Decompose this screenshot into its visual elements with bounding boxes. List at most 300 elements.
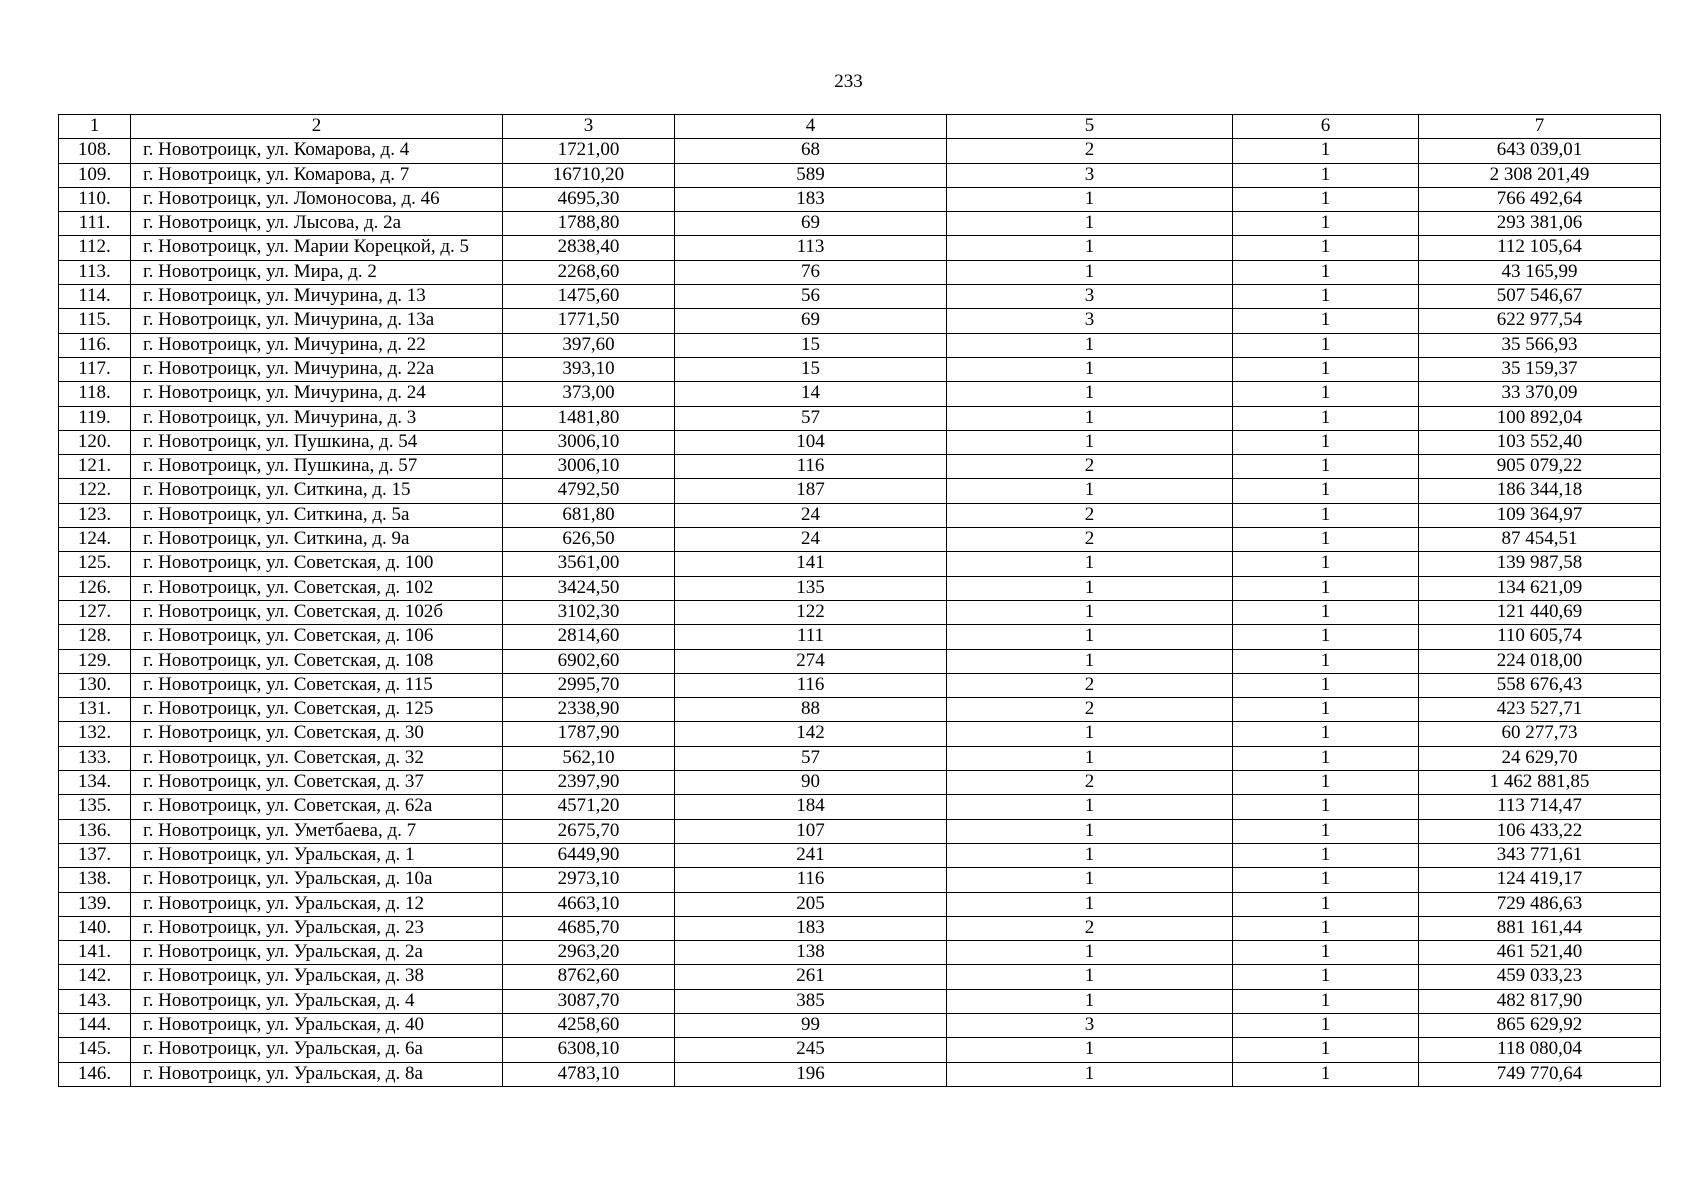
cell-row-number: 112. xyxy=(59,236,131,260)
cell-row-number: 127. xyxy=(59,600,131,624)
header-cell: 4 xyxy=(675,115,947,139)
table-row xyxy=(59,212,1661,236)
cell-area: 373,00 xyxy=(503,382,675,406)
cell-residents: 99 xyxy=(675,1013,947,1037)
cell-row-number: 111. xyxy=(59,212,131,236)
cell-count-6: 1 xyxy=(1233,989,1419,1013)
cell-count-5: 3 xyxy=(947,285,1233,309)
cell-address: г. Новотроицк, ул. Советская, д. 102б xyxy=(131,600,503,624)
cell-address: г. Новотроицк, ул. Уральская, д. 38 xyxy=(131,965,503,989)
cell-count-6: 1 xyxy=(1233,528,1419,552)
table-row xyxy=(59,1038,1661,1062)
cell-residents: 24 xyxy=(675,503,947,527)
cell-area: 3006,10 xyxy=(503,430,675,454)
table-row xyxy=(59,843,1661,867)
cell-row-number: 136. xyxy=(59,819,131,843)
cell-count-5: 2 xyxy=(947,673,1233,697)
cell-residents: 116 xyxy=(675,455,947,479)
cell-address: г. Новотроицк, ул. Советская, д. 115 xyxy=(131,673,503,697)
cell-amount: 459 033,23 xyxy=(1419,965,1661,989)
cell-amount: 118 080,04 xyxy=(1419,1038,1661,1062)
cell-address: г. Новотроицк, ул. Уральская, д. 1 xyxy=(131,843,503,867)
cell-count-5: 3 xyxy=(947,309,1233,333)
cell-row-number: 130. xyxy=(59,673,131,697)
cell-count-5: 1 xyxy=(947,965,1233,989)
cell-row-number: 141. xyxy=(59,941,131,965)
cell-residents: 274 xyxy=(675,649,947,673)
table-row xyxy=(59,819,1661,843)
table-row xyxy=(59,989,1661,1013)
cell-amount: 106 433,22 xyxy=(1419,819,1661,843)
cell-count-5: 1 xyxy=(947,625,1233,649)
cell-count-6: 1 xyxy=(1233,236,1419,260)
cell-count-6: 1 xyxy=(1233,722,1419,746)
cell-area: 393,10 xyxy=(503,357,675,381)
cell-area: 4695,30 xyxy=(503,187,675,211)
cell-count-5: 1 xyxy=(947,819,1233,843)
cell-row-number: 145. xyxy=(59,1038,131,1062)
cell-count-5: 1 xyxy=(947,357,1233,381)
cell-row-number: 110. xyxy=(59,187,131,211)
table-row xyxy=(59,430,1661,454)
cell-address: г. Новотроицк, ул. Советская, д. 125 xyxy=(131,698,503,722)
cell-row-number: 128. xyxy=(59,625,131,649)
cell-amount: 109 364,97 xyxy=(1419,503,1661,527)
cell-count-6: 1 xyxy=(1233,357,1419,381)
cell-count-5: 3 xyxy=(947,1013,1233,1037)
table-row xyxy=(59,187,1661,211)
cell-residents: 116 xyxy=(675,673,947,697)
cell-address: г. Новотроицк, ул. Ломоносова, д. 46 xyxy=(131,187,503,211)
cell-row-number: 121. xyxy=(59,455,131,479)
cell-area: 4663,10 xyxy=(503,892,675,916)
cell-area: 6902,60 xyxy=(503,649,675,673)
cell-area: 4258,60 xyxy=(503,1013,675,1037)
cell-amount: 881 161,44 xyxy=(1419,916,1661,940)
cell-amount: 110 605,74 xyxy=(1419,625,1661,649)
cell-residents: 68 xyxy=(675,139,947,163)
cell-address: г. Новотроицк, ул. Мичурина, д. 22 xyxy=(131,333,503,357)
table-row xyxy=(59,1013,1661,1037)
table-row xyxy=(59,406,1661,430)
table-row xyxy=(59,357,1661,381)
cell-residents: 135 xyxy=(675,576,947,600)
cell-count-5: 2 xyxy=(947,528,1233,552)
cell-row-number: 108. xyxy=(59,139,131,163)
cell-area: 1721,00 xyxy=(503,139,675,163)
cell-area: 1481,80 xyxy=(503,406,675,430)
cell-area: 626,50 xyxy=(503,528,675,552)
cell-count-6: 1 xyxy=(1233,600,1419,624)
cell-residents: 14 xyxy=(675,382,947,406)
cell-amount: 24 629,70 xyxy=(1419,746,1661,770)
cell-amount: 112 105,64 xyxy=(1419,236,1661,260)
cell-row-number: 116. xyxy=(59,333,131,357)
header-cell: 6 xyxy=(1233,115,1419,139)
cell-amount: 643 039,01 xyxy=(1419,139,1661,163)
cell-amount: 139 987,58 xyxy=(1419,552,1661,576)
cell-count-5: 1 xyxy=(947,552,1233,576)
cell-amount: 865 629,92 xyxy=(1419,1013,1661,1037)
cell-address: г. Новотроицк, ул. Уральская, д. 4 xyxy=(131,989,503,1013)
cell-row-number: 132. xyxy=(59,722,131,746)
cell-amount: 43 165,99 xyxy=(1419,260,1661,284)
cell-address: г. Новотроицк, ул. Комарова, д. 7 xyxy=(131,163,503,187)
cell-address: г. Новотроицк, ул. Советская, д. 32 xyxy=(131,746,503,770)
table-row xyxy=(59,309,1661,333)
cell-address: г. Новотроицк, ул. Мира, д. 2 xyxy=(131,260,503,284)
cell-amount: 113 714,47 xyxy=(1419,795,1661,819)
cell-count-6: 1 xyxy=(1233,916,1419,940)
cell-count-6: 1 xyxy=(1233,625,1419,649)
cell-residents: 15 xyxy=(675,333,947,357)
header-cell: 2 xyxy=(131,115,503,139)
cell-residents: 15 xyxy=(675,357,947,381)
table-row xyxy=(59,892,1661,916)
table-row xyxy=(59,673,1661,697)
cell-amount: 749 770,64 xyxy=(1419,1062,1661,1086)
cell-address: г. Новотроицк, ул. Уральская, д. 23 xyxy=(131,916,503,940)
cell-residents: 141 xyxy=(675,552,947,576)
cell-count-5: 1 xyxy=(947,430,1233,454)
cell-amount: 186 344,18 xyxy=(1419,479,1661,503)
cell-row-number: 133. xyxy=(59,746,131,770)
cell-address: г. Новотроицк, ул. Уральская, д. 40 xyxy=(131,1013,503,1037)
cell-residents: 56 xyxy=(675,285,947,309)
cell-count-5: 1 xyxy=(947,649,1233,673)
cell-residents: 57 xyxy=(675,746,947,770)
cell-amount: 124 419,17 xyxy=(1419,868,1661,892)
cell-amount: 729 486,63 xyxy=(1419,892,1661,916)
cell-count-5: 1 xyxy=(947,333,1233,357)
table-row xyxy=(59,576,1661,600)
table-row xyxy=(59,698,1661,722)
cell-residents: 57 xyxy=(675,406,947,430)
cell-count-6: 1 xyxy=(1233,892,1419,916)
cell-area: 2995,70 xyxy=(503,673,675,697)
cell-count-5: 1 xyxy=(947,479,1233,503)
table-row xyxy=(59,479,1661,503)
table-row xyxy=(59,285,1661,309)
cell-count-6: 1 xyxy=(1233,552,1419,576)
cell-count-5: 1 xyxy=(947,406,1233,430)
cell-count-5: 1 xyxy=(947,843,1233,867)
cell-address: г. Новотроицк, ул. Советская, д. 62а xyxy=(131,795,503,819)
cell-residents: 122 xyxy=(675,600,947,624)
cell-address: г. Новотроицк, ул. Пушкина, д. 54 xyxy=(131,430,503,454)
cell-area: 1787,90 xyxy=(503,722,675,746)
cell-amount: 35 566,93 xyxy=(1419,333,1661,357)
cell-amount: 121 440,69 xyxy=(1419,600,1661,624)
cell-area: 2338,90 xyxy=(503,698,675,722)
table-row xyxy=(59,260,1661,284)
cell-amount: 766 492,64 xyxy=(1419,187,1661,211)
cell-residents: 69 xyxy=(675,309,947,333)
cell-area: 4571,20 xyxy=(503,795,675,819)
cell-count-5: 1 xyxy=(947,212,1233,236)
cell-address: г. Новотроицк, ул. Советская, д. 37 xyxy=(131,771,503,795)
cell-row-number: 119. xyxy=(59,406,131,430)
cell-amount: 905 079,22 xyxy=(1419,455,1661,479)
cell-residents: 111 xyxy=(675,625,947,649)
header-row xyxy=(59,115,1661,139)
cell-row-number: 129. xyxy=(59,649,131,673)
table-body xyxy=(59,139,1661,1087)
cell-count-6: 1 xyxy=(1233,698,1419,722)
cell-area: 2268,60 xyxy=(503,260,675,284)
table-row xyxy=(59,625,1661,649)
cell-count-5: 1 xyxy=(947,722,1233,746)
cell-row-number: 131. xyxy=(59,698,131,722)
cell-address: г. Новотроицк, ул. Мичурина, д. 13а xyxy=(131,309,503,333)
cell-count-6: 1 xyxy=(1233,868,1419,892)
cell-row-number: 123. xyxy=(59,503,131,527)
cell-row-number: 142. xyxy=(59,965,131,989)
cell-count-5: 1 xyxy=(947,600,1233,624)
header-cell: 5 xyxy=(947,115,1233,139)
cell-amount: 224 018,00 xyxy=(1419,649,1661,673)
cell-area: 3006,10 xyxy=(503,455,675,479)
cell-count-6: 1 xyxy=(1233,285,1419,309)
table-row xyxy=(59,1062,1661,1086)
cell-row-number: 137. xyxy=(59,843,131,867)
table-row xyxy=(59,528,1661,552)
cell-area: 2963,20 xyxy=(503,941,675,965)
cell-address: г. Новотроицк, ул. Марии Корецкой, д. 5 xyxy=(131,236,503,260)
cell-address: г. Новотроицк, ул. Уральская, д. 6а xyxy=(131,1038,503,1062)
cell-row-number: 120. xyxy=(59,430,131,454)
cell-count-6: 1 xyxy=(1233,333,1419,357)
table-row xyxy=(59,600,1661,624)
cell-amount: 134 621,09 xyxy=(1419,576,1661,600)
cell-residents: 205 xyxy=(675,892,947,916)
cell-address: г. Новотроицк, ул. Ситкина, д. 5а xyxy=(131,503,503,527)
cell-count-5: 1 xyxy=(947,941,1233,965)
cell-area: 397,60 xyxy=(503,333,675,357)
cell-address: г. Новотроицк, ул. Мичурина, д. 3 xyxy=(131,406,503,430)
table-row xyxy=(59,139,1661,163)
cell-area: 3087,70 xyxy=(503,989,675,1013)
cell-count-5: 2 xyxy=(947,139,1233,163)
cell-residents: 76 xyxy=(675,260,947,284)
cell-count-6: 1 xyxy=(1233,187,1419,211)
cell-area: 2397,90 xyxy=(503,771,675,795)
cell-count-6: 1 xyxy=(1233,576,1419,600)
cell-row-number: 146. xyxy=(59,1062,131,1086)
cell-amount: 293 381,06 xyxy=(1419,212,1661,236)
cell-count-5: 1 xyxy=(947,1062,1233,1086)
cell-address: г. Новотроицк, ул. Советская, д. 30 xyxy=(131,722,503,746)
cell-residents: 113 xyxy=(675,236,947,260)
cell-address: г. Новотроицк, ул. Советская, д. 102 xyxy=(131,576,503,600)
cell-amount: 1 462 881,85 xyxy=(1419,771,1661,795)
cell-count-5: 2 xyxy=(947,771,1233,795)
cell-residents: 183 xyxy=(675,916,947,940)
page-number: 233 xyxy=(834,71,863,92)
table-row xyxy=(59,333,1661,357)
cell-count-6: 1 xyxy=(1233,163,1419,187)
cell-address: г. Новотроицк, ул. Уральская, д. 12 xyxy=(131,892,503,916)
cell-count-5: 3 xyxy=(947,163,1233,187)
cell-count-5: 1 xyxy=(947,382,1233,406)
cell-row-number: 115. xyxy=(59,309,131,333)
cell-residents: 261 xyxy=(675,965,947,989)
cell-amount: 343 771,61 xyxy=(1419,843,1661,867)
cell-residents: 88 xyxy=(675,698,947,722)
cell-count-6: 1 xyxy=(1233,941,1419,965)
cell-area: 16710,20 xyxy=(503,163,675,187)
cell-row-number: 140. xyxy=(59,916,131,940)
table-row xyxy=(59,455,1661,479)
table-row xyxy=(59,795,1661,819)
cell-address: г. Новотроицк, ул. Советская, д. 106 xyxy=(131,625,503,649)
table-row xyxy=(59,868,1661,892)
cell-area: 1788,80 xyxy=(503,212,675,236)
cell-residents: 183 xyxy=(675,187,947,211)
cell-row-number: 143. xyxy=(59,989,131,1013)
cell-amount: 35 159,37 xyxy=(1419,357,1661,381)
cell-count-6: 1 xyxy=(1233,843,1419,867)
cell-count-6: 1 xyxy=(1233,771,1419,795)
cell-area: 681,80 xyxy=(503,503,675,527)
cell-area: 3102,30 xyxy=(503,600,675,624)
cell-address: г. Новотроицк, ул. Советская, д. 100 xyxy=(131,552,503,576)
cell-amount: 103 552,40 xyxy=(1419,430,1661,454)
cell-address: г. Новотроицк, ул. Уметбаева, д. 7 xyxy=(131,819,503,843)
cell-count-6: 1 xyxy=(1233,430,1419,454)
cell-residents: 104 xyxy=(675,430,947,454)
table-row xyxy=(59,649,1661,673)
cell-count-6: 1 xyxy=(1233,309,1419,333)
cell-residents: 245 xyxy=(675,1038,947,1062)
cell-address: г. Новотроицк, ул. Комарова, д. 4 xyxy=(131,139,503,163)
cell-address: г. Новотроицк, ул. Мичурина, д. 24 xyxy=(131,382,503,406)
header-cell: 1 xyxy=(59,115,131,139)
cell-residents: 385 xyxy=(675,989,947,1013)
cell-count-6: 1 xyxy=(1233,406,1419,430)
cell-address: г. Новотроицк, ул. Лысова, д. 2а xyxy=(131,212,503,236)
cell-count-6: 1 xyxy=(1233,746,1419,770)
cell-count-5: 2 xyxy=(947,503,1233,527)
cell-count-6: 1 xyxy=(1233,455,1419,479)
cell-count-6: 1 xyxy=(1233,649,1419,673)
cell-area: 3424,50 xyxy=(503,576,675,600)
cell-row-number: 135. xyxy=(59,795,131,819)
cell-count-5: 1 xyxy=(947,576,1233,600)
cell-amount: 622 977,54 xyxy=(1419,309,1661,333)
cell-residents: 184 xyxy=(675,795,947,819)
cell-residents: 24 xyxy=(675,528,947,552)
cell-count-5: 1 xyxy=(947,746,1233,770)
cell-amount: 2 308 201,49 xyxy=(1419,163,1661,187)
cell-row-number: 138. xyxy=(59,868,131,892)
table-row xyxy=(59,771,1661,795)
cell-address: г. Новотроицк, ул. Мичурина, д. 22а xyxy=(131,357,503,381)
cell-residents: 589 xyxy=(675,163,947,187)
cell-area: 2838,40 xyxy=(503,236,675,260)
cell-count-6: 1 xyxy=(1233,212,1419,236)
table-row xyxy=(59,552,1661,576)
table-row xyxy=(59,916,1661,940)
cell-row-number: 139. xyxy=(59,892,131,916)
cell-address: г. Новотроицк, ул. Мичурина, д. 13 xyxy=(131,285,503,309)
cell-amount: 423 527,71 xyxy=(1419,698,1661,722)
cell-count-5: 1 xyxy=(947,989,1233,1013)
cell-row-number: 122. xyxy=(59,479,131,503)
cell-count-5: 2 xyxy=(947,698,1233,722)
cell-count-5: 1 xyxy=(947,795,1233,819)
cell-amount: 482 817,90 xyxy=(1419,989,1661,1013)
cell-count-6: 1 xyxy=(1233,382,1419,406)
cell-row-number: 125. xyxy=(59,552,131,576)
table-row xyxy=(59,236,1661,260)
cell-count-6: 1 xyxy=(1233,1062,1419,1086)
cell-address: г. Новотроицк, ул. Советская, д. 108 xyxy=(131,649,503,673)
table-row xyxy=(59,382,1661,406)
header-cell: 7 xyxy=(1419,115,1661,139)
cell-address: г. Новотроицк, ул. Уральская, д. 2а xyxy=(131,941,503,965)
table-row xyxy=(59,941,1661,965)
cell-count-6: 1 xyxy=(1233,1013,1419,1037)
cell-area: 2973,10 xyxy=(503,868,675,892)
register-table xyxy=(58,114,1661,1087)
cell-count-6: 1 xyxy=(1233,795,1419,819)
cell-area: 2814,60 xyxy=(503,625,675,649)
cell-count-5: 1 xyxy=(947,868,1233,892)
table-row xyxy=(59,163,1661,187)
cell-residents: 69 xyxy=(675,212,947,236)
cell-area: 4792,50 xyxy=(503,479,675,503)
cell-count-6: 1 xyxy=(1233,819,1419,843)
cell-residents: 138 xyxy=(675,941,947,965)
cell-area: 6308,10 xyxy=(503,1038,675,1062)
cell-amount: 33 370,09 xyxy=(1419,382,1661,406)
cell-area: 6449,90 xyxy=(503,843,675,867)
cell-row-number: 134. xyxy=(59,771,131,795)
cell-count-5: 2 xyxy=(947,916,1233,940)
cell-area: 4783,10 xyxy=(503,1062,675,1086)
cell-count-6: 1 xyxy=(1233,965,1419,989)
cell-amount: 507 546,67 xyxy=(1419,285,1661,309)
cell-residents: 187 xyxy=(675,479,947,503)
cell-address: г. Новотроицк, ул. Ситкина, д. 15 xyxy=(131,479,503,503)
cell-count-6: 1 xyxy=(1233,139,1419,163)
cell-count-5: 1 xyxy=(947,1038,1233,1062)
cell-residents: 107 xyxy=(675,819,947,843)
cell-address: г. Новотроицк, ул. Пушкина, д. 57 xyxy=(131,455,503,479)
cell-row-number: 126. xyxy=(59,576,131,600)
cell-address: г. Новотроицк, ул. Уральская, д. 8а xyxy=(131,1062,503,1086)
cell-count-5: 1 xyxy=(947,236,1233,260)
cell-address: г. Новотроицк, ул. Уральская, д. 10а xyxy=(131,868,503,892)
cell-count-6: 1 xyxy=(1233,503,1419,527)
cell-row-number: 117. xyxy=(59,357,131,381)
cell-amount: 100 892,04 xyxy=(1419,406,1661,430)
cell-count-5: 1 xyxy=(947,187,1233,211)
cell-row-number: 113. xyxy=(59,260,131,284)
cell-row-number: 124. xyxy=(59,528,131,552)
cell-area: 562,10 xyxy=(503,746,675,770)
cell-residents: 90 xyxy=(675,771,947,795)
cell-amount: 558 676,43 xyxy=(1419,673,1661,697)
table-row xyxy=(59,503,1661,527)
cell-residents: 142 xyxy=(675,722,947,746)
cell-row-number: 118. xyxy=(59,382,131,406)
cell-count-5: 1 xyxy=(947,260,1233,284)
cell-area: 1771,50 xyxy=(503,309,675,333)
cell-count-6: 1 xyxy=(1233,1038,1419,1062)
cell-amount: 60 277,73 xyxy=(1419,722,1661,746)
